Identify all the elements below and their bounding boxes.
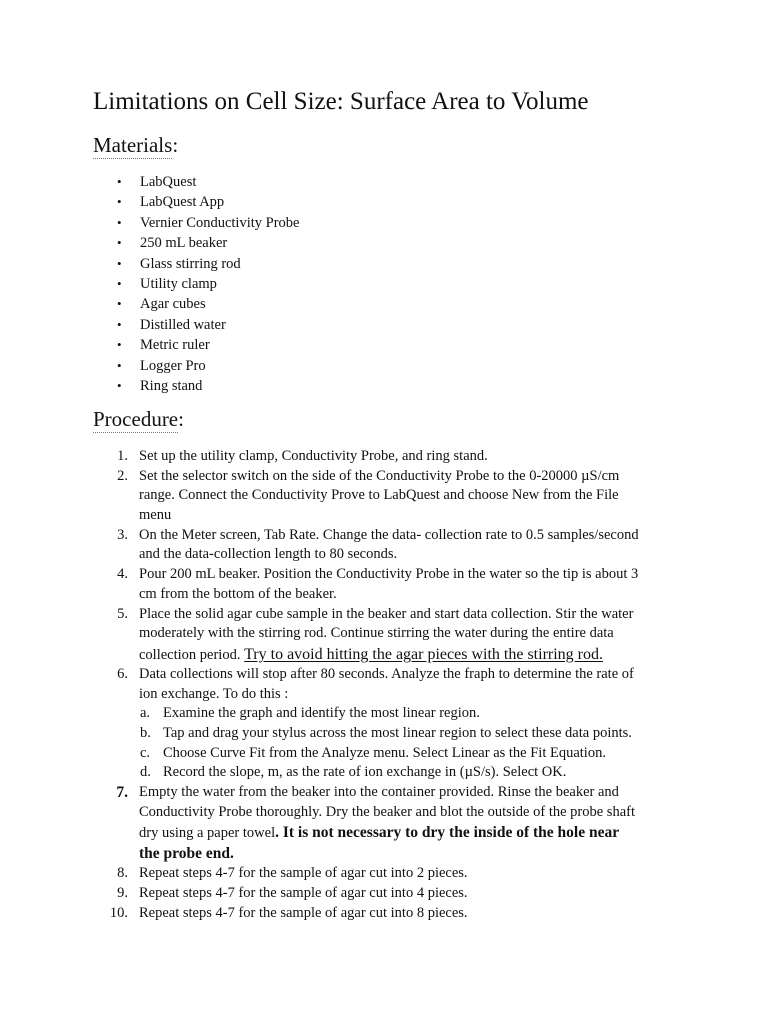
materials-list	[0, 172, 768, 396]
step-4	[0, 565, 768, 585]
step-2	[0, 467, 768, 487]
substep-b	[0, 724, 768, 744]
step-8	[0, 864, 768, 884]
list-item	[0, 213, 768, 233]
substep-text: Examine the graph and identify the most linear region.	[163, 705, 480, 722]
step-number: 2.	[117, 467, 128, 484]
step-4-continued	[0, 585, 768, 605]
list-item	[0, 254, 768, 274]
bullet-icon: •	[117, 316, 122, 332]
step-2-continued	[0, 506, 768, 526]
materials-heading-word: Materials	[93, 133, 173, 157]
list-item	[0, 172, 768, 192]
step-text: Data collections will stop after 80 seconds. Analyze the fraph to determine the rate of	[139, 665, 634, 682]
material-item-text: Ring stand	[140, 377, 203, 394]
step-6-continued	[0, 685, 768, 705]
bullet-icon: •	[117, 235, 122, 251]
substep-letter: b.	[140, 724, 151, 741]
substep-text: Record the slope, m, as the rate of ion exchange in (µS/s). Select OK.	[163, 764, 567, 781]
procedure-heading-word: Procedure	[93, 407, 179, 431]
bullet-icon: •	[117, 255, 122, 271]
step-7-continued	[0, 803, 768, 823]
material-item-text: Glass stirring rod	[140, 255, 241, 272]
step-number: 4.	[117, 566, 128, 583]
step-text: Pour 200 mL beaker. Position the Conductivity Probe in the water so the tip is about 3	[139, 566, 639, 583]
list-item	[0, 274, 768, 294]
material-item-text: LabQuest App	[140, 194, 225, 211]
step-text: Set the selector switch on the side of the Conductivity Probe to the 0-20000 µS/cm	[139, 467, 620, 484]
list-item	[0, 233, 768, 253]
step-7-continued	[0, 843, 768, 864]
step-number: 3.	[117, 526, 128, 543]
step-5-continued	[0, 644, 768, 665]
step-text: Set up the utility clamp, Conductivity Probe, and ring stand.	[139, 448, 488, 464]
material-item-text: Agar cubes	[140, 296, 206, 313]
step-number: 8.	[117, 865, 128, 882]
material-item-text: Logger Pro	[140, 357, 206, 374]
list-item	[0, 376, 768, 396]
material-item-text: 250 mL beaker	[140, 235, 228, 252]
step-text-with-warning	[139, 644, 603, 666]
step-7-continued	[0, 822, 768, 843]
drying-note: . It is not necessary to dry the inside of the hole near	[275, 824, 620, 842]
material-item-text: Vernier Conductivity Probe	[140, 214, 300, 231]
bullet-icon: •	[117, 296, 122, 312]
list-item	[0, 294, 768, 314]
bullet-icon: •	[117, 275, 122, 291]
list-item	[0, 356, 768, 376]
step-text: On the Meter screen, Tab Rate. Change the data- collection rate to 0.5 samples/second	[139, 526, 639, 543]
materials-heading-colon: :	[172, 133, 179, 157]
step-text: and the data-collection length to 80 seconds.	[139, 546, 398, 563]
bullet-icon: •	[117, 377, 122, 393]
step-10	[0, 904, 768, 924]
bullet-icon: •	[117, 357, 122, 373]
material-item-text: Metric ruler	[140, 337, 210, 354]
step-text: cm from the bottom of the beaker.	[139, 585, 337, 602]
material-item-text: Distilled water	[140, 316, 226, 333]
step-5	[0, 605, 768, 625]
step-6	[0, 665, 768, 685]
substep-a	[0, 704, 768, 724]
step-number: 1.	[117, 448, 128, 464]
step-text: Repeat steps 4-7 for the sample of agar cut into 4 pieces.	[139, 885, 468, 902]
substep-text: Choose Curve Fit from the Analyze menu. Select Linear as the Fit Equation.	[163, 744, 606, 761]
procedure-heading	[93, 405, 184, 433]
step-text: moderately with the stirring rod. Continue stirring the water during the entire data	[139, 625, 614, 642]
step-text: collection period.	[139, 646, 245, 663]
bullet-icon: •	[117, 337, 122, 353]
drying-note: the probe end.	[139, 845, 234, 863]
step-text: Conductivity Probe thoroughly. Dry the beaker and blot the outside of the probe shaft	[139, 803, 635, 820]
substep-d	[0, 763, 768, 783]
step-3-continued	[0, 545, 768, 565]
step-text: ion exchange. To do this :	[139, 685, 289, 702]
procedure-steps	[0, 447, 768, 923]
step-5-continued	[0, 624, 768, 644]
step-7	[0, 783, 768, 803]
stirring-warning: Try to avoid hitting the agar pieces with the stirring rod.	[244, 645, 603, 663]
step-text: Repeat steps 4-7 for the sample of agar cut into 8 pieces.	[139, 904, 468, 921]
material-item-text: LabQuest	[140, 174, 197, 190]
step-text: range. Connect the Conductivity Prove to LabQuest and choose New from the File	[139, 487, 619, 504]
materials-heading	[93, 131, 178, 159]
substep-text: Tap and drag your stylus across the most linear region to select these data points.	[163, 724, 632, 741]
step-9	[0, 884, 768, 904]
substep-letter: c.	[140, 744, 151, 761]
substep-c	[0, 744, 768, 764]
bullet-icon: •	[117, 174, 122, 189]
substep-letter: d.	[140, 764, 151, 781]
step-text: Empty the water from the beaker into the container provided. Rinse the beaker and	[139, 784, 619, 800]
step-2-continued	[0, 486, 768, 506]
step-number: 7.	[116, 784, 128, 801]
bullet-icon: •	[117, 194, 122, 210]
page-title: Limitations on Cell Size: Surface Area to Volume	[93, 88, 589, 115]
step-text: menu	[139, 507, 172, 524]
bullet-icon: •	[117, 214, 122, 230]
step-text-with-note	[139, 822, 619, 844]
step-text: Place the solid agar cube sample in the beaker and start data collection. Stir the water	[139, 605, 634, 622]
list-item	[0, 315, 768, 335]
step-1	[0, 447, 768, 467]
step-text: Repeat steps 4-7 for the sample of agar cut into 2 pieces.	[139, 865, 468, 882]
list-item	[0, 335, 768, 355]
list-item	[0, 192, 768, 212]
substep-letter: a.	[140, 705, 151, 722]
step-3	[0, 526, 768, 546]
step-text: dry using a paper towel	[139, 825, 276, 842]
material-item-text: Utility clamp	[140, 275, 217, 292]
step-number: 5.	[117, 605, 128, 622]
procedure-heading-colon: :	[178, 407, 184, 431]
step-number: 9.	[117, 885, 128, 902]
step-number: 6.	[117, 665, 128, 682]
step-number: 10.	[109, 904, 128, 921]
